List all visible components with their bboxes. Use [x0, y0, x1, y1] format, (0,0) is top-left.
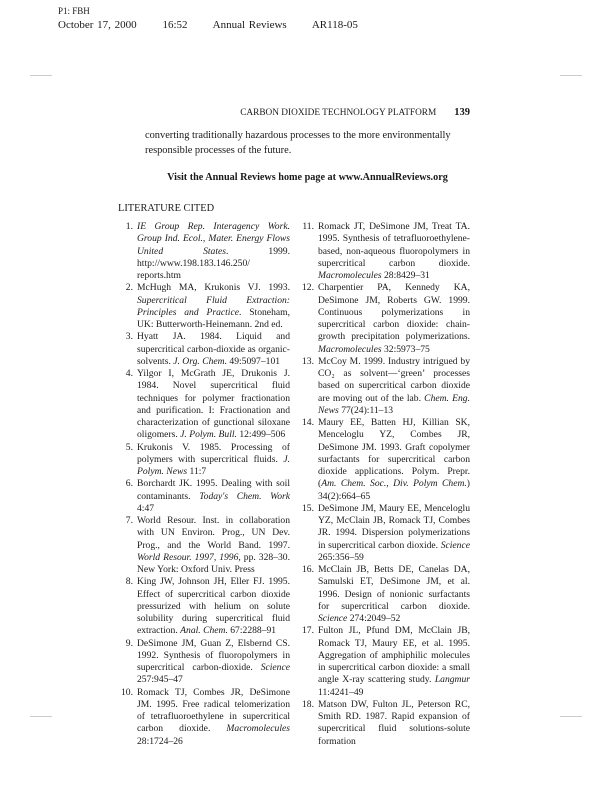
reference-text: [318, 221, 470, 282]
crop-mark: [560, 716, 582, 717]
reference-item: [118, 442, 290, 479]
reference-italic-text: Supercritical Fluid Extraction: Principles and Practice: [137, 294, 290, 318]
print-id: P1: FBH: [58, 6, 90, 16]
reference-plain-text: 265:356–59: [318, 551, 364, 563]
crop-mark: [30, 75, 52, 76]
reference-text: [318, 503, 470, 564]
reference-italic-text: Chem. Eng. News: [318, 392, 470, 416]
reference-italic-text: J. Org. Chem.: [173, 355, 227, 367]
reference-number: 3.: [125, 331, 133, 343]
reference-item: [118, 638, 290, 687]
reference-italic-text: Anal. Chem.: [180, 625, 228, 637]
intro-paragraph: converting traditionally hazardous processes to the more environmentally responsible processes of the future.: [145, 130, 451, 156]
reference-text: [137, 221, 290, 282]
reference-plain-text: 11:4241–49: [318, 686, 364, 698]
reference-text: [318, 564, 470, 625]
reference-item: [118, 368, 290, 442]
reference-plain-text: Hyatt JA. 1984. Liquid and supercritical carbon-dioxide as organic-solvents.: [137, 331, 290, 367]
print-time: 16:52: [162, 19, 188, 31]
reference-italic-text: Macromolecules: [318, 343, 382, 355]
reference-plain-text: . Stoneham, UK: Butterworth-Heinemann. 2nd ed.: [137, 306, 290, 330]
reference-italic-text: IE Group Rep. Interagency Work. Group Ind. Ecol., Mater. Energy Flows United States: [137, 221, 290, 257]
reference-item: [300, 282, 470, 356]
reference-text: [137, 576, 290, 637]
reference-plain-text: 28:1724–26: [137, 735, 183, 747]
reference-plain-text: 32:5973–75: [381, 343, 430, 355]
reference-number: 12.: [302, 282, 314, 294]
reference-italic-text: Macromolecules: [226, 723, 290, 735]
reference-plain-text: , pp. 328–30. New York: Oxford Univ. Press: [137, 551, 290, 575]
reference-number: 13.: [302, 355, 314, 367]
reference-plain-text: ) 34(2):664–65: [318, 478, 470, 502]
reference-item: [118, 576, 290, 637]
reference-plain-text: 28:8429–31: [381, 270, 430, 281]
reference-number: 18.: [302, 698, 314, 710]
references-right-column: [300, 221, 470, 748]
reference-item: [300, 564, 470, 625]
reference-plain-text: 67:2288–91: [227, 625, 277, 637]
reference-item: [300, 699, 470, 748]
reference-plain-text: Krukonis V. 1985. Processing of polymers with supercritical fluids.: [137, 441, 290, 465]
reference-text: [137, 282, 290, 331]
reference-plain-text: McHugh MA, Krukonis VJ. 1993.: [137, 282, 290, 294]
reference-plain-text: . 1999. http://www.198.183.146.250/ reports.htm: [137, 245, 290, 281]
reference-plain-text: 257:945–47: [137, 674, 183, 686]
reference-item: [118, 687, 290, 748]
reference-plain-text: Charpentier PA, Kennedy KA, DeSimone JM, Roberts GW. 1999. Continuous polymerizations in supercritical carbon dioxide: chain-growth precipitation polymerizations.: [318, 282, 470, 343]
reference-plain-text: 77(24):11–13: [338, 404, 394, 416]
reference-italic-text: World Resour. 1997, 1996: [137, 551, 239, 563]
article-code: AR118-05: [311, 19, 358, 31]
reference-plain-text: DeSimone JM, Guan Z, Elsbernd CS. 1992. Synthesis of fluoropolymers in supercritical carbon-dioxide.: [137, 637, 290, 673]
reference-number: 9.: [125, 637, 133, 649]
print-date: October 17, 2000: [58, 19, 137, 31]
reference-number: 16.: [302, 564, 314, 575]
reference-text: [137, 442, 290, 479]
reference-number: 17.: [302, 625, 314, 637]
reference-text: [137, 478, 290, 515]
reference-text: [137, 331, 290, 368]
reference-italic-text: J. Polym. Bull.: [180, 429, 237, 441]
reference-italic-text: Langmur: [434, 674, 470, 686]
reference-number: 6.: [125, 478, 133, 490]
reference-plain-text: 11:7: [187, 466, 207, 477]
reference-item: [118, 515, 290, 576]
reference-item: [300, 221, 470, 282]
reference-text: [137, 638, 290, 687]
reference-number: 1.: [125, 221, 133, 232]
reference-italic-text: Science: [260, 662, 290, 673]
reference-item: [118, 331, 290, 368]
reference-plain-text: McClain JB, Betts DE, Canelas DA, Samulski ET, DeSimone JM, et al. 1996. Design of nonionic surfactants for supercritical carbon dioxide.: [318, 564, 470, 612]
reference-plain-text: Matson DW, Fulton JL, Peterson RC, Smith RD. 1987. Rapid expansion of supercritical fluid solutions-solute formation: [318, 698, 470, 747]
reference-plain-text: McCoy M. 1999. Industry intrigued by CO₂ as solvent—‘green’ processes based on supercritical carbon dioxide are moving out of the lab.: [318, 355, 470, 404]
reference-italic-text: Macromolecules: [318, 270, 382, 281]
reference-item: [118, 478, 290, 515]
reference-number: 8.: [125, 576, 133, 588]
reference-text: [318, 356, 470, 417]
reference-number: 15.: [302, 502, 314, 514]
reference-item: [300, 503, 470, 564]
reference-italic-text: J. Polym. News: [137, 453, 290, 477]
reference-plain-text: Maury EE, Batten HJ, Killian SK, Menceloglu YZ, Combes JR, DeSimone JM. 1993. Graft copolymer surfactants for supercritical carbon dioxide applications. Polym. Prepr. (: [318, 417, 470, 490]
reference-plain-text: 49:5097–101: [227, 355, 281, 367]
reference-number: 11.: [302, 221, 314, 232]
reference-number: 7.: [125, 515, 133, 526]
reference-italic-text: Today's Chem. Work: [199, 490, 291, 502]
reference-plain-text: King JW, Johnson JH, Eller FJ. 1995. Effect of supercritical carbon dioxide pressurized with helium on solute solubility during supercritical fluid extraction.: [137, 576, 290, 637]
reference-text: [137, 515, 290, 576]
reference-item: [300, 417, 470, 503]
reference-plain-text: Romack JT, DeSimone JM, Treat TA. 1995. Synthesis of tetrafluoroethylene-based, non-aqueous fluoropolymers in supercritical carbon dioxide.: [318, 221, 470, 269]
reference-item: [300, 356, 470, 417]
section-title: LITERATURE CITED: [118, 203, 215, 214]
reference-number: 10.: [121, 686, 133, 698]
crop-mark: [30, 716, 52, 717]
reference-number: 5.: [125, 441, 133, 453]
reference-number: 14.: [302, 417, 314, 428]
reference-text: [137, 368, 290, 442]
reference-plain-text: 12:499–506: [236, 429, 286, 441]
reference-text: [318, 699, 470, 748]
reference-plain-text: 274:2049–52: [347, 613, 401, 624]
reference-number: 4.: [125, 368, 133, 379]
reference-plain-text: 4:47: [137, 502, 155, 514]
reference-plain-text: DeSimone JM, Maury EE, Menceloglu YZ, McClain JB, Romack TJ, Combes JR. 1994. Dispersion polymerizations in supercritical carbon dioxide.: [318, 502, 470, 551]
reference-text: [137, 687, 290, 748]
publisher: Annual Reviews: [212, 19, 287, 31]
reference-item: [118, 221, 290, 282]
references-left-column: [118, 221, 290, 748]
running-head-title: CARBON DIOXIDE TECHNOLOGY PLATFORM: [240, 108, 437, 118]
reference-text: [318, 282, 470, 356]
reference-number: 2.: [125, 282, 133, 294]
print-metadata: [58, 19, 380, 31]
crop-mark: [560, 75, 582, 76]
reference-item: [118, 282, 290, 331]
reference-plain-text: Borchardt JK. 1995. Dealing with soil contaminants.: [137, 478, 290, 502]
visit-notice: Visit the Annual Reviews home page at www.AnnualReviews.org: [167, 172, 448, 183]
running-head: [145, 107, 470, 118]
reference-plain-text: Fulton JL, Pfund DM, McClain JB, Romack TJ, Maury EE, et al. 1995. Aggregation of amphiphilic molecules in supercritical carbon dioxide: a small angle X-ray scattering study.: [318, 625, 470, 686]
reference-italic-text: Science: [440, 539, 470, 551]
reference-item: [300, 625, 470, 699]
reference-italic-text: Am. Chem. Soc., Div. Polym Chem.: [321, 478, 467, 490]
reference-plain-text: World Resour. Inst. in collaboration with UN Environ. Prog., UN Dev. Prog., and the World Band. 1997.: [137, 515, 290, 551]
page-number: 139: [454, 107, 470, 118]
reference-text: [318, 417, 470, 503]
reference-plain-text: Yilgor I, McGrath JE, Drukonis J. 1984. Novel supercritical fluid techniques for polymer fractionation and purification. I: Fractionation and characterization of gunctional siloxane oligomers.: [137, 368, 290, 441]
reference-italic-text: Science: [318, 613, 348, 624]
reference-plain-text: Romack TJ, Combes JR, DeSimone JM. 1995. Free radical telomerization of tetrafluoroethylene in supercritical carbon dioxide.: [137, 686, 290, 735]
reference-text: [318, 625, 470, 699]
